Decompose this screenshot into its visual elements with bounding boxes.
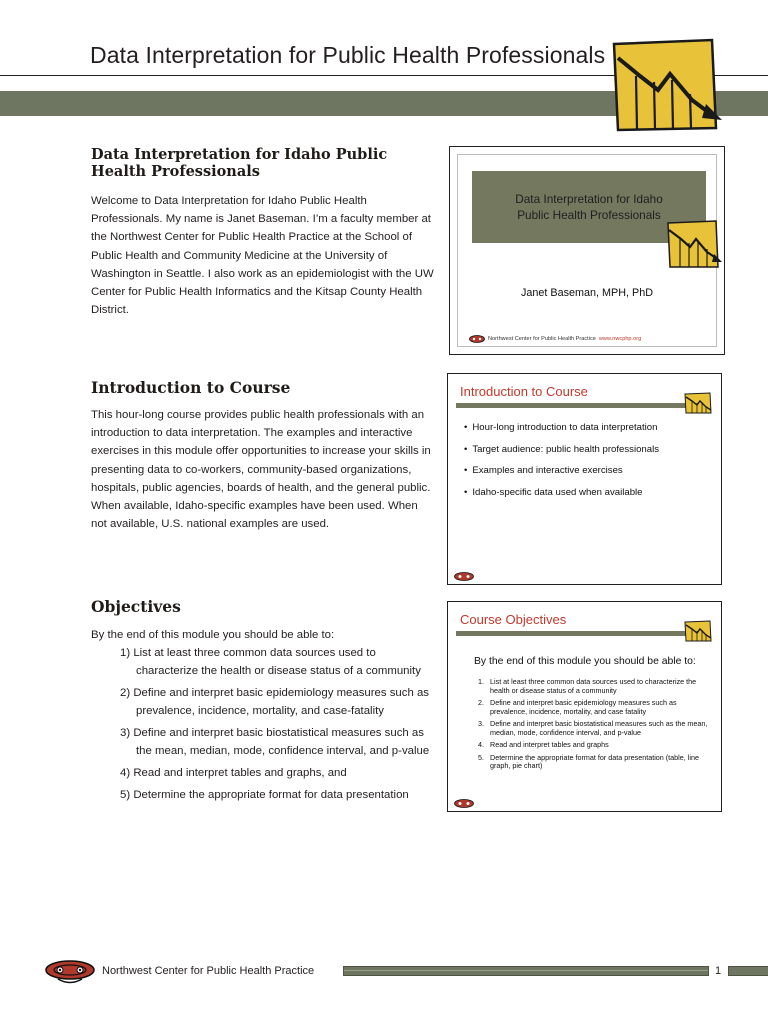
section-heading-welcome: Data Interpretation for Idaho Public Health Professionals — [91, 146, 388, 180]
introduction-paragraph: This hour-long course provides public health professionals with an introduction to data interpretation. The examples and interactive exercises in this module offer opportunities to increase your skills in presenting data to co-workers, community-based organizations, hospitals, public agencies, boards of health, and the general public. When available, Idaho-specific examples have been used. When not available, U.S. national examples are used. — [91, 409, 431, 531]
slide-author: Janet Baseman, MPH, PhD — [520, 287, 654, 299]
page-title: Data Interpretation for Public Health Professionals — [90, 42, 606, 68]
slide-footer-org: Northwest Center for Public Health Practice — [488, 336, 596, 342]
slide-footer — [469, 335, 641, 343]
declining-chart-icon — [683, 392, 713, 414]
footer-bar-end — [728, 966, 768, 976]
list-item: 5. Determine the appropriate format for data presentation (table, line graph, pie chart) — [478, 752, 699, 771]
list-item: 2. Define and interpret basic epidemiology measures such as prevalence, incidence, mortality, and case fatality — [478, 698, 677, 716]
slide-title-bar — [456, 631, 696, 636]
nwcphp-logo-icon — [454, 572, 474, 581]
footer-org-name: Northwest Center for Public Health Practice — [102, 965, 315, 977]
introduction-slide-thumbnail — [447, 373, 722, 585]
slide-title-bar — [456, 403, 696, 408]
section-heading-introduction: Introduction to Course — [91, 378, 291, 397]
objectives-slide-thumbnail — [447, 601, 722, 812]
list-item: 4. Read and interpret tables and graphs — [478, 740, 609, 750]
declining-chart-icon — [604, 36, 724, 134]
objectives-list — [120, 644, 438, 808]
slide-inner-frame — [457, 154, 717, 347]
list-item: • Hour-long introduction to data interpretation — [464, 422, 659, 433]
nwcphp-logo-icon — [454, 799, 474, 808]
page-number: 1 — [715, 965, 722, 977]
nwcphp-logo-icon — [469, 335, 485, 343]
list-item: 2) Define and interpret basic epidemiology measures such as prevalence, incidence, mortality, and case-fatality — [120, 687, 429, 717]
slide-title: Introduction to Course — [460, 384, 588, 399]
nwcphp-logo-icon — [44, 959, 96, 985]
objectives-intro: By the end of this module you should be able to: — [91, 629, 335, 641]
welcome-paragraph: Welcome to Data Interpretation for Idaho Public Health Professionals. My name is Janet Baseman. I’m a faculty member at the Northwest Center for Public Health Practice at the School of Public Health and Community Medicine at the University of Washington in Seattle. I also work as an epidemiologist with the UW Center for Public Health Informatics and the Kitsap County Health District. — [91, 195, 434, 317]
list-item: 3) Define and interpret basic biostatistical measures such as the mean, median, mode, confidence interval, and p-value — [120, 727, 430, 757]
slide-footer-url: www.nwcphp.org — [598, 336, 642, 342]
footer-bar — [343, 966, 709, 976]
list-item: 1) List at least three common data sources used to characterize the health or disease status of a community — [120, 647, 421, 677]
list-item: 5) Determine the appropriate format for data presentation — [120, 789, 409, 801]
declining-chart-icon — [683, 620, 713, 642]
slide-title: Data Interpretation for Idaho Public Health Professionals — [515, 192, 663, 222]
list-item: • Idaho-specific data used when available — [464, 487, 659, 498]
list-item: 3. Define and interpret basic biostatistical measures such as the mean, median, mode, confidence interval, and p-value — [478, 719, 708, 737]
list-item: 1. List at least three common data sources used to characterize the health or disease status of a community — [478, 677, 697, 695]
list-item: 4) Read and interpret tables and graphs, and — [120, 767, 347, 779]
list-item: • Examples and interactive exercises — [464, 465, 659, 476]
slide-title: Course Objectives — [460, 612, 567, 627]
slide-lead-text: By the end of this module you should be able to: — [474, 656, 696, 667]
section-heading-objectives: Objectives — [91, 597, 181, 616]
slide-bullet-list — [464, 422, 659, 508]
declining-chart-icon — [664, 219, 722, 269]
list-item: • Target audience: public health professionals — [464, 444, 659, 455]
slide-objectives-list — [478, 678, 710, 775]
title-slide-thumbnail — [449, 146, 725, 355]
